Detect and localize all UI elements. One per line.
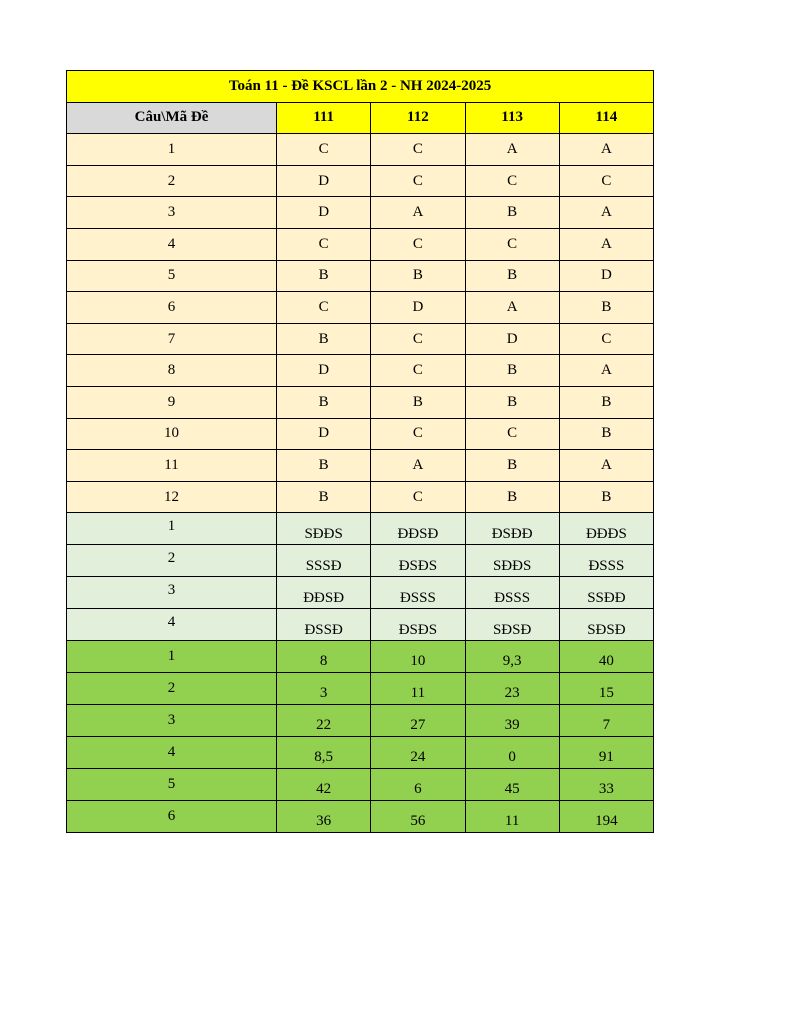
part1-row [67,481,654,513]
answer-cell: C [371,134,465,166]
part3-row [67,705,654,737]
answer-cell: 0 [465,737,559,769]
part2-row [67,545,654,577]
part3-row [67,801,654,833]
question-number: 2 [67,545,277,577]
exam-code-header: 113 [465,102,559,134]
answer-cell: 15 [559,673,653,705]
question-number: 3 [67,705,277,737]
answer-cell: 91 [559,737,653,769]
answer-cell: 45 [465,769,559,801]
part3-row [67,737,654,769]
answer-cell: SĐSĐ [559,609,653,641]
answer-cell: B [277,260,371,292]
question-number: 3 [67,197,277,229]
question-number: 5 [67,260,277,292]
question-number: 2 [67,165,277,197]
question-number: 10 [67,418,277,450]
question-number: 12 [67,481,277,513]
answer-cell: A [559,228,653,260]
part1-row [67,260,654,292]
question-number: 11 [67,450,277,482]
question-number: 4 [67,609,277,641]
answer-cell: 3 [277,673,371,705]
part2-row [67,513,654,545]
answer-cell: B [465,355,559,387]
question-number: 9 [67,386,277,418]
answer-cell: C [559,323,653,355]
answer-cell: 24 [371,737,465,769]
answer-cell: B [371,260,465,292]
answer-cell: B [277,450,371,482]
answer-cell: C [465,165,559,197]
answer-cell: B [559,418,653,450]
answer-cell: C [465,228,559,260]
question-number: 3 [67,577,277,609]
answer-cell: 7 [559,705,653,737]
answer-cell: ĐSĐS [371,545,465,577]
answer-cell: 8,5 [277,737,371,769]
question-number: 6 [67,292,277,324]
answer-key-table [66,70,654,833]
answer-cell: D [277,197,371,229]
part1-row [67,134,654,166]
answer-cell: C [371,165,465,197]
answer-cell: ĐSSĐ [277,609,371,641]
answer-cell: C [371,481,465,513]
answer-cell: B [277,323,371,355]
answer-cell: 40 [559,641,653,673]
answer-cell: ĐSĐS [371,609,465,641]
question-number: 5 [67,769,277,801]
question-number: 1 [67,641,277,673]
answer-cell: D [371,292,465,324]
part1-row [67,450,654,482]
answer-cell: B [277,481,371,513]
answer-cell: 42 [277,769,371,801]
part1-row [67,165,654,197]
question-number: 4 [67,228,277,260]
part1-row [67,323,654,355]
part3-row [67,769,654,801]
part1-row [67,386,654,418]
exam-code-header: 114 [559,102,653,134]
answer-cell: ĐĐSĐ [277,577,371,609]
answer-cell: 39 [465,705,559,737]
answer-cell: A [465,292,559,324]
answer-cell: ĐSSS [559,545,653,577]
answer-cell: SSĐĐ [559,577,653,609]
answer-cell: 6 [371,769,465,801]
part2-row [67,577,654,609]
answer-cell: 10 [371,641,465,673]
answer-cell: C [277,228,371,260]
answer-cell: D [277,418,371,450]
answer-cell: SĐSĐ [465,609,559,641]
question-number: 1 [67,134,277,166]
answer-cell: A [465,134,559,166]
answer-cell: 56 [371,801,465,833]
part1-row [67,418,654,450]
answer-cell: A [371,450,465,482]
question-number: 2 [67,673,277,705]
answer-cell: C [277,134,371,166]
answer-cell: SĐĐS [277,513,371,545]
answer-cell: B [559,386,653,418]
answer-cell: ĐSSS [465,577,559,609]
answer-cell: B [559,292,653,324]
answer-cell: C [371,228,465,260]
answer-cell: ĐSSS [371,577,465,609]
header-row [67,102,654,134]
answer-cell: 22 [277,705,371,737]
part1-row [67,292,654,324]
answer-cell: A [559,355,653,387]
answer-cell: A [559,134,653,166]
answer-cell: 8 [277,641,371,673]
answer-cell: 9,3 [465,641,559,673]
answer-cell: A [559,450,653,482]
exam-code-header: 111 [277,102,371,134]
answer-cell: 11 [371,673,465,705]
answer-cell: C [371,418,465,450]
answer-cell: A [371,197,465,229]
answer-cell: D [277,355,371,387]
answer-cell: B [559,481,653,513]
answer-cell: 27 [371,705,465,737]
exam-code-header: 112 [371,102,465,134]
answer-cell: B [371,386,465,418]
answer-cell: 194 [559,801,653,833]
question-number: 6 [67,801,277,833]
question-number: 4 [67,737,277,769]
answer-cell: 33 [559,769,653,801]
answer-cell: ĐĐĐS [559,513,653,545]
header-label: Câu\Mã Đề [67,102,277,134]
question-number: 7 [67,323,277,355]
answer-cell: B [465,386,559,418]
answer-cell: C [559,165,653,197]
question-number: 8 [67,355,277,387]
answer-cell: C [371,355,465,387]
answer-cell: D [465,323,559,355]
part1-row [67,355,654,387]
question-number: 1 [67,513,277,545]
answer-cell: B [277,386,371,418]
answer-cell: 36 [277,801,371,833]
part3-row [67,673,654,705]
answer-cell: C [277,292,371,324]
answer-cell: ĐSĐĐ [465,513,559,545]
answer-cell: D [559,260,653,292]
part1-row [67,228,654,260]
answer-cell: C [371,323,465,355]
part1-row [67,197,654,229]
title-row [67,71,654,103]
answer-cell: B [465,481,559,513]
part3-row [67,641,654,673]
answer-cell: D [277,165,371,197]
answer-cell: 11 [465,801,559,833]
answer-cell: A [559,197,653,229]
answer-cell: B [465,260,559,292]
answer-cell: SĐĐS [465,545,559,577]
part2-row [67,609,654,641]
answer-cell: C [465,418,559,450]
answer-cell: B [465,197,559,229]
table-title: Toán 11 - Đề KSCL lần 2 - NH 2024-2025 [67,71,654,103]
answer-cell: SSSĐ [277,545,371,577]
answer-cell: B [465,450,559,482]
answer-cell: 23 [465,673,559,705]
answer-cell: ĐĐSĐ [371,513,465,545]
